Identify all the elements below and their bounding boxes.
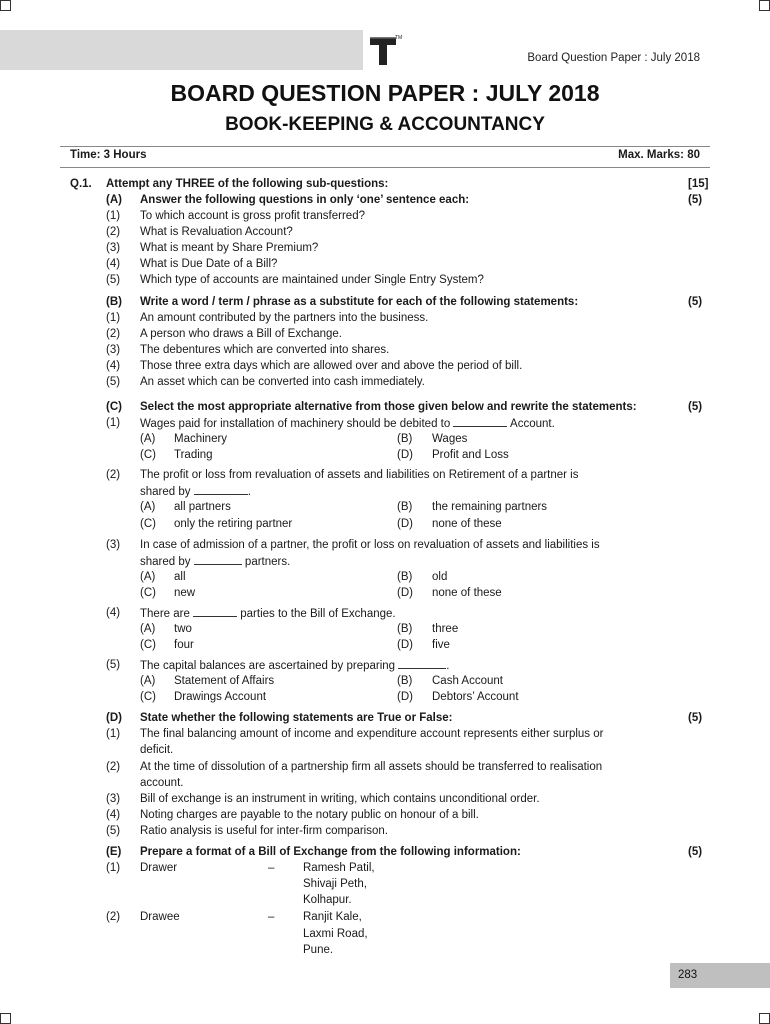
header-white-panel xyxy=(363,30,770,70)
c-q1-post: Account. xyxy=(510,418,555,430)
option-text: Cash Account xyxy=(432,675,503,687)
b-item-number: (1) xyxy=(106,312,121,324)
c-q5-post: . xyxy=(446,660,450,672)
option-text: two xyxy=(174,623,192,635)
a-item-number: (1) xyxy=(106,210,121,222)
option-text: only the retiring partner xyxy=(174,518,293,530)
section-c-heading: Select the most appropriate alternative from those given below and rewrite the statements: xyxy=(140,401,637,413)
c-q2-post: . xyxy=(247,486,251,498)
option-letter: (C) xyxy=(140,449,156,461)
b-item-text: Those three extra days which are allowed over and above the period of bill. xyxy=(140,360,523,372)
option-text: new xyxy=(174,587,196,599)
c-q2-stem xyxy=(140,484,251,500)
option-letter: (A) xyxy=(140,623,156,635)
option-text: five xyxy=(432,639,450,651)
a-item-number: (2) xyxy=(106,226,121,238)
option-letter: (B) xyxy=(397,501,413,513)
drawee-dash: – xyxy=(268,911,275,923)
drawee-address-line: Pune. xyxy=(303,944,334,956)
c-q4-post: parties to the Bill of Exchange. xyxy=(240,608,396,620)
section-c-letter: (C) xyxy=(106,401,122,413)
c-q1-pre: Wages paid for installation of machinery should be debited to xyxy=(140,418,451,430)
section-c-marks: (5) xyxy=(688,401,703,413)
option-text: all partners xyxy=(174,501,231,513)
c-q4-pre: There are xyxy=(140,608,190,620)
crop-mark-top-right xyxy=(759,0,770,11)
option-letter: (D) xyxy=(397,518,413,530)
option-letter: (C) xyxy=(140,518,156,530)
option-letter: (D) xyxy=(397,587,413,599)
page-subtitle: BOOK-KEEPING & ACCOUNTANCY xyxy=(225,114,545,135)
drawer-address-line: Shivaji Peth, xyxy=(303,878,367,890)
d-item-number: (2) xyxy=(106,761,121,773)
option-letter: (A) xyxy=(140,675,156,687)
answer-blank xyxy=(194,484,248,495)
option-text: three xyxy=(432,623,459,635)
drawer-address-line: Kolhapur. xyxy=(303,894,352,906)
drawer-label: Drawer xyxy=(140,862,178,874)
d-item-number: (4) xyxy=(106,809,121,821)
d-item-number: (3) xyxy=(106,793,121,805)
section-a-heading: Answer the following questions in only ‘one’ sentence each: xyxy=(140,194,470,206)
drawee-number: (2) xyxy=(106,911,121,923)
c-q2-line1: The profit or loss from revaluation of assets and liabilities on Retirement of a partner is xyxy=(140,469,579,481)
section-b-marks: (5) xyxy=(688,296,703,308)
time-label: Time: 3 Hours xyxy=(70,149,147,161)
section-e-marks: (5) xyxy=(688,846,703,858)
option-letter: (C) xyxy=(140,691,156,703)
option-letter: (D) xyxy=(397,449,413,461)
c-q3-line1: In case of admission of a partner, the profit or loss on revaluation of assets and liabilities is xyxy=(140,539,600,551)
drawee-address-line: Ranjit Kale, xyxy=(303,911,362,923)
a-item-number: (4) xyxy=(106,258,121,270)
q1-number: Q.1. xyxy=(70,178,92,190)
c-q1-stem xyxy=(140,416,555,432)
max-marks-label: Max. Marks: 80 xyxy=(618,149,700,161)
c-q3-number: (3) xyxy=(106,539,121,551)
b-item-number: (5) xyxy=(106,376,121,388)
q1-marks: [15] xyxy=(688,178,709,190)
option-letter: (D) xyxy=(397,691,413,703)
answer-blank xyxy=(398,658,446,669)
option-letter: (C) xyxy=(140,587,156,599)
a-item-number: (3) xyxy=(106,242,121,254)
d-item-number: (5) xyxy=(106,825,121,837)
section-a-letter: (A) xyxy=(106,194,122,206)
drawer-number: (1) xyxy=(106,862,121,874)
section-e-heading: Prepare a format of a Bill of Exchange from the following information: xyxy=(140,846,521,858)
c-q3-post: partners. xyxy=(244,556,291,568)
b-item-number: (2) xyxy=(106,328,121,340)
top-rule xyxy=(60,146,710,147)
meta-rule xyxy=(60,167,710,168)
c-q1-number: (1) xyxy=(106,417,121,429)
d-item-text: account. xyxy=(140,777,184,789)
drawer-address-line: Ramesh Patil, xyxy=(303,862,375,874)
crop-mark-bottom-left xyxy=(0,1013,11,1024)
option-text: the remaining partners xyxy=(432,501,548,513)
crop-mark-bottom-right xyxy=(759,1013,770,1024)
option-text: Trading xyxy=(174,449,213,461)
option-text: Drawings Account xyxy=(174,691,267,703)
drawer-dash: – xyxy=(268,862,275,874)
answer-blank xyxy=(193,606,237,617)
option-letter: (A) xyxy=(140,501,156,513)
option-text: four xyxy=(174,639,194,651)
page-title: BOARD QUESTION PAPER : JULY 2018 xyxy=(170,80,600,106)
option-text: Wages xyxy=(432,433,468,445)
c-q4-stem xyxy=(140,606,396,622)
c-q4-number: (4) xyxy=(106,607,121,619)
option-text: Machinery xyxy=(174,433,228,445)
d-item-text: Ratio analysis is useful for inter-firm comparison. xyxy=(140,825,388,837)
option-text: all xyxy=(174,571,186,583)
c-q3-pre: shared by xyxy=(140,556,191,568)
a-item-text: What is Revaluation Account? xyxy=(140,226,293,238)
d-item-text: deficit. xyxy=(140,744,174,756)
answer-blank xyxy=(194,554,242,565)
d-item-text: Bill of exchange is an instrument in writing, which contains unconditional order. xyxy=(140,793,540,805)
answer-blank xyxy=(453,416,507,427)
c-q2-pre: shared by xyxy=(140,486,191,498)
publisher-logo-icon xyxy=(366,33,402,67)
b-item-text: An amount contributed by the partners into the business. xyxy=(140,312,429,324)
q1-instruction: Attempt any THREE of the following sub-questions: xyxy=(106,178,389,190)
option-text: none of these xyxy=(432,518,502,530)
option-letter: (B) xyxy=(397,675,413,687)
option-letter: (B) xyxy=(397,623,413,635)
c-q5-stem xyxy=(140,658,449,674)
option-text: Statement of Affairs xyxy=(174,675,275,687)
option-text: old xyxy=(432,571,448,583)
d-item-text: At the time of dissolution of a partnership firm all assets should be transferred to realisation xyxy=(140,761,603,773)
a-item-text: What is Due Date of a Bill? xyxy=(140,258,278,270)
option-letter: (A) xyxy=(140,571,156,583)
a-item-text: Which type of accounts are maintained under Single Entry System? xyxy=(140,274,484,286)
c-q3-stem xyxy=(140,554,290,570)
b-item-number: (3) xyxy=(106,344,121,356)
a-item-number: (5) xyxy=(106,274,121,286)
logo-tm: TM xyxy=(395,35,402,41)
section-b-heading: Write a word / term / phrase as a substitute for each of the following statements: xyxy=(140,296,579,308)
b-item-text: A person who draws a Bill of Exchange. xyxy=(140,328,343,340)
section-d-letter: (D) xyxy=(106,712,122,724)
page-number: 283 xyxy=(678,969,698,981)
section-e-letter: (E) xyxy=(106,846,122,858)
drawee-address-line: Laxmi Road, xyxy=(303,928,368,940)
option-letter: (A) xyxy=(140,433,156,445)
drawee-label: Drawee xyxy=(140,911,180,923)
d-item-text: The final balancing amount of income and expenditure account represents either surplus or xyxy=(140,728,604,740)
c-q5-number: (5) xyxy=(106,659,121,671)
running-title: Board Question Paper : July 2018 xyxy=(527,52,700,64)
section-b-letter: (B) xyxy=(106,296,122,308)
d-item-text: Noting charges are payable to the notary public on honour of a bill. xyxy=(140,809,479,821)
d-item-number: (1) xyxy=(106,728,121,740)
section-d-marks: (5) xyxy=(688,712,703,724)
c-q2-number: (2) xyxy=(106,469,121,481)
a-item-text: What is meant by Share Premium? xyxy=(140,242,319,254)
option-text: Debtors’ Account xyxy=(432,691,519,703)
option-letter: (C) xyxy=(140,639,156,651)
option-text: none of these xyxy=(432,587,502,599)
crop-mark-top-left xyxy=(0,0,11,11)
section-d-heading: State whether the following statements are True or False: xyxy=(140,712,453,724)
a-item-text: To which account is gross profit transferred? xyxy=(140,210,365,222)
b-item-number: (4) xyxy=(106,360,121,372)
section-a-marks: (5) xyxy=(688,194,703,206)
c-q5-pre: The capital balances are ascertained by preparing xyxy=(140,660,396,672)
option-letter: (D) xyxy=(397,639,413,651)
b-item-text: An asset which can be converted into cash immediately. xyxy=(140,376,425,388)
option-letter: (B) xyxy=(397,433,413,445)
option-text: Profit and Loss xyxy=(432,449,509,461)
option-letter: (B) xyxy=(397,571,413,583)
b-item-text: The debentures which are converted into shares. xyxy=(140,344,390,356)
